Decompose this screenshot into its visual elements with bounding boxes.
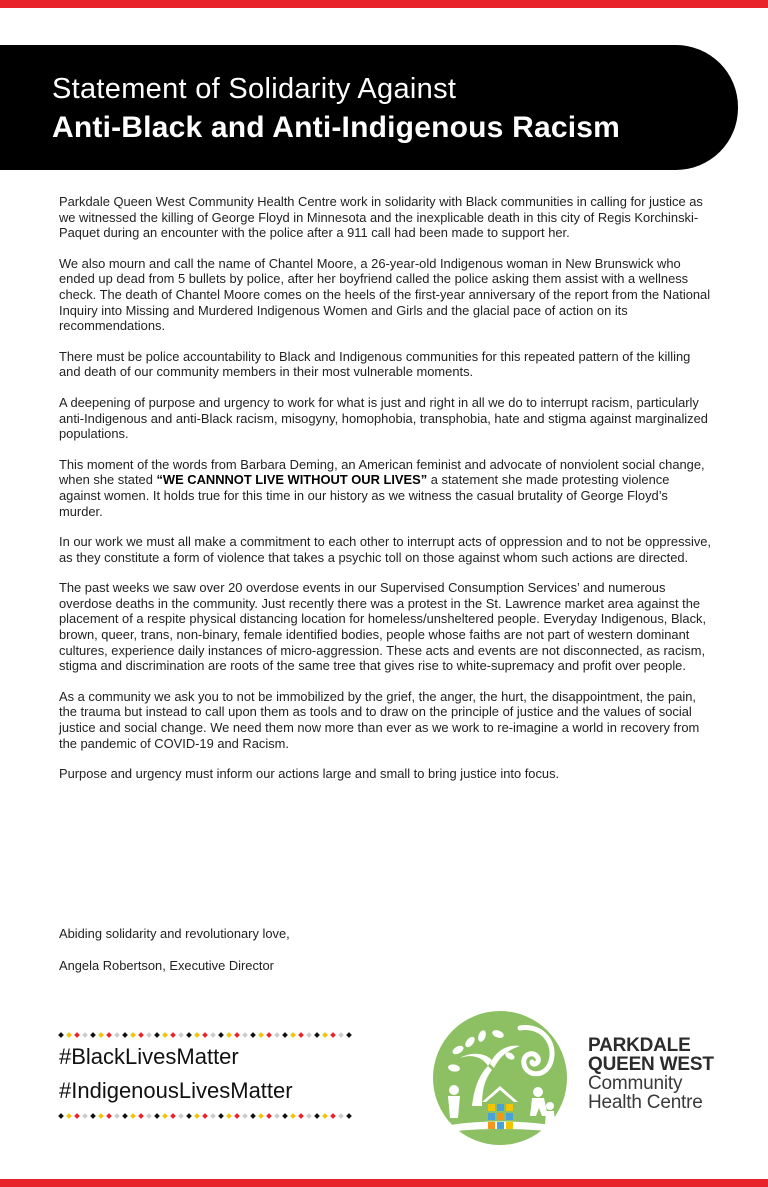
bead-dot bbox=[130, 1113, 136, 1119]
paragraph: Parkdale Queen West Community Health Centre work in solidarity with Black communities in calling for justice as we witnessed the killing of George Floyd in Minnesota and the inexplicable death in this city of Regis Korchinski-Paquet during an encounter with the police after a 911 call had been made to support her. bbox=[59, 194, 703, 241]
paragraph-text: a statement she made protesting violence against women. It holds true for this time in our history as we witness the casual brutality of George Floyd’s murder. bbox=[59, 472, 670, 519]
bead-dot bbox=[322, 1032, 328, 1038]
bead-dot bbox=[258, 1032, 264, 1038]
title-line-2: Anti-Black and Anti-Indigenous Racism bbox=[52, 111, 621, 144]
bead-dot bbox=[74, 1113, 80, 1119]
paragraph: As a community we ask you to not be immobilized by the grief, the anger, the hurt, the disappointment, the pain, the trauma but instead to call upon them as tools and to draw on the principle of justice and the values of social justice and social change. We need them now more than ever as we work to re-imagine a world in recovery from the pandemic of COVID-19 and Racism. bbox=[59, 688, 700, 751]
title-line-1: Statement of Solidarity Against bbox=[52, 73, 457, 105]
bead-dot bbox=[242, 1032, 248, 1038]
bead-dot bbox=[290, 1032, 296, 1038]
bead-dot bbox=[266, 1032, 272, 1038]
bead-dot bbox=[202, 1032, 208, 1038]
salutation: Abiding solidarity and revolutionary love, bbox=[59, 926, 290, 941]
organization-name bbox=[588, 1036, 758, 1112]
bead-dot bbox=[274, 1032, 280, 1038]
bead-dot bbox=[154, 1032, 160, 1038]
house-windows bbox=[488, 1104, 513, 1129]
bead-dot bbox=[330, 1113, 336, 1119]
org-name-line-4: Health Centre bbox=[588, 1092, 703, 1113]
top-red-bar bbox=[0, 0, 768, 8]
bead-dot bbox=[314, 1032, 320, 1038]
bead-dot bbox=[274, 1113, 280, 1119]
bead-dot bbox=[106, 1113, 112, 1119]
quote-emphasis: “WE CANNNOT LIVE WITHOUT OUR LIVES” bbox=[156, 472, 428, 488]
hashtag-black-lives-matter: #BlackLivesMatter bbox=[59, 1044, 239, 1069]
bead-dot bbox=[186, 1113, 192, 1119]
bead-dot bbox=[282, 1032, 288, 1038]
bead-dot bbox=[298, 1113, 304, 1119]
bead-dot bbox=[82, 1113, 88, 1119]
bead-dot bbox=[346, 1113, 352, 1119]
community-tree-logo bbox=[432, 1010, 568, 1146]
bead-dot bbox=[210, 1032, 216, 1038]
bead-dot bbox=[58, 1032, 64, 1038]
signature: Angela Robertson, Executive Director bbox=[59, 957, 274, 973]
bead-dot bbox=[58, 1113, 64, 1119]
org-name-line-2: QUEEN WEST bbox=[588, 1054, 714, 1075]
bottom-red-bar bbox=[0, 1179, 768, 1187]
bead-dot bbox=[266, 1113, 272, 1119]
bead-dot bbox=[162, 1032, 168, 1038]
paragraph: The past weeks we saw over 20 overdose events in our Supervised Consumption Services’ and numerous overdose deaths in the community. Just recently there was a protest in the St. Lawrence market area against the placement of a respite physical distancing location for homeless/unsheltered people. Everyday Indigenous, Black, brown, queer, trans, non-binary, female identified bodies, people whose faiths are not part of western dominant cultures, experience daily instances of micro-aggression. These acts and events are not disconnected, as racism, stigma and discrimination are roots of the same tree that gives rise to white-supremacy and profit over people. bbox=[59, 580, 707, 674]
paragraph: A deepening of purpose and urgency to work for what is just and right in all we do to interrupt racism, particularly anti-Indigenous and anti-Black racism, misogyny, homophobia, transphobia, hate and stigma against marginalized populations. bbox=[59, 394, 708, 442]
bead-dot bbox=[346, 1032, 352, 1038]
hashtag-indigenous-lives-matter: #IndigenousLivesMatter bbox=[59, 1078, 293, 1103]
bead-dot bbox=[298, 1032, 304, 1038]
bead-dot bbox=[154, 1113, 160, 1119]
bead-dot bbox=[338, 1113, 344, 1119]
bead-dot bbox=[218, 1032, 224, 1038]
bead-dot bbox=[306, 1113, 312, 1119]
paragraph bbox=[59, 457, 714, 519]
beadwork-divider-bottom bbox=[59, 1113, 351, 1119]
bead-dot bbox=[178, 1032, 184, 1038]
beadwork-divider-top bbox=[59, 1032, 351, 1038]
bead-dot bbox=[138, 1113, 144, 1119]
bead-dot bbox=[234, 1113, 240, 1119]
bead-dot bbox=[106, 1032, 112, 1038]
bead-dot bbox=[146, 1032, 152, 1038]
org-name-line-1: PARKDALE bbox=[588, 1035, 691, 1056]
bead-dot bbox=[250, 1113, 256, 1119]
title-banner bbox=[0, 45, 738, 170]
bead-dot bbox=[338, 1032, 344, 1038]
bead-dot bbox=[226, 1032, 232, 1038]
paragraph-text: This moment of the words from Barbara Deming, an American feminist and advocate of nonviolent social change, when she stated bbox=[59, 456, 705, 488]
bead-dot bbox=[122, 1032, 128, 1038]
bead-dot bbox=[170, 1113, 176, 1119]
statement-body bbox=[59, 194, 714, 797]
bead-dot bbox=[282, 1113, 288, 1119]
bead-dot bbox=[114, 1113, 120, 1119]
bead-dot bbox=[66, 1113, 72, 1119]
bead-dot bbox=[314, 1113, 320, 1119]
bead-dot bbox=[122, 1113, 128, 1119]
bead-dot bbox=[90, 1032, 96, 1038]
paragraph: In our work we must all make a commitment to each other to interrupt acts of oppression and to not be oppressive, as they constitute a form of violence that takes a psychic toll on those against whom such actions are directed. bbox=[59, 534, 712, 565]
bead-dot bbox=[322, 1113, 328, 1119]
org-name-line-3: Community bbox=[588, 1073, 683, 1094]
bead-dot bbox=[186, 1032, 192, 1038]
bead-dot bbox=[98, 1113, 104, 1119]
bead-dot bbox=[202, 1113, 208, 1119]
bead-dot bbox=[194, 1113, 200, 1119]
paragraph: There must be police accountability to Black and Indigenous communities for this repeated pattern of the killing and death of our community members in their most vulnerable moments. bbox=[59, 348, 691, 380]
bead-dot bbox=[98, 1032, 104, 1038]
bead-dot bbox=[250, 1032, 256, 1038]
paragraph: Purpose and urgency must inform our actions large and small to bring justice into focus. bbox=[59, 766, 560, 782]
bead-dot bbox=[138, 1032, 144, 1038]
bead-dot bbox=[114, 1032, 120, 1038]
bead-dot bbox=[306, 1032, 312, 1038]
bead-dot bbox=[66, 1032, 72, 1038]
bead-dot bbox=[146, 1113, 152, 1119]
bead-dot bbox=[194, 1032, 200, 1038]
bead-dot bbox=[178, 1113, 184, 1119]
bead-dot bbox=[82, 1032, 88, 1038]
bead-dot bbox=[226, 1113, 232, 1119]
bead-dot bbox=[170, 1032, 176, 1038]
bead-dot bbox=[234, 1032, 240, 1038]
bead-dot bbox=[258, 1113, 264, 1119]
bead-dot bbox=[162, 1113, 168, 1119]
bead-dot bbox=[290, 1113, 296, 1119]
bead-dot bbox=[242, 1113, 248, 1119]
paragraph: We also mourn and call the name of Chantel Moore, a 26-year-old Indigenous woman in New Brunswick who ended up dead from 5 bullets by police, after her boyfriend called the police asking them assist with a wellness check. The death of Chantel Moore comes on the heels of the first-year anniversary of the report from the National Inquiry into Missing and Murdered Indigenous Women and Girls and the glacial pace of action on its recommendations. bbox=[59, 255, 711, 334]
bead-dot bbox=[130, 1032, 136, 1038]
bead-dot bbox=[330, 1032, 336, 1038]
bead-dot bbox=[90, 1113, 96, 1119]
bead-dot bbox=[210, 1113, 216, 1119]
bead-dot bbox=[218, 1113, 224, 1119]
closing bbox=[59, 926, 459, 989]
bead-dot bbox=[74, 1032, 80, 1038]
